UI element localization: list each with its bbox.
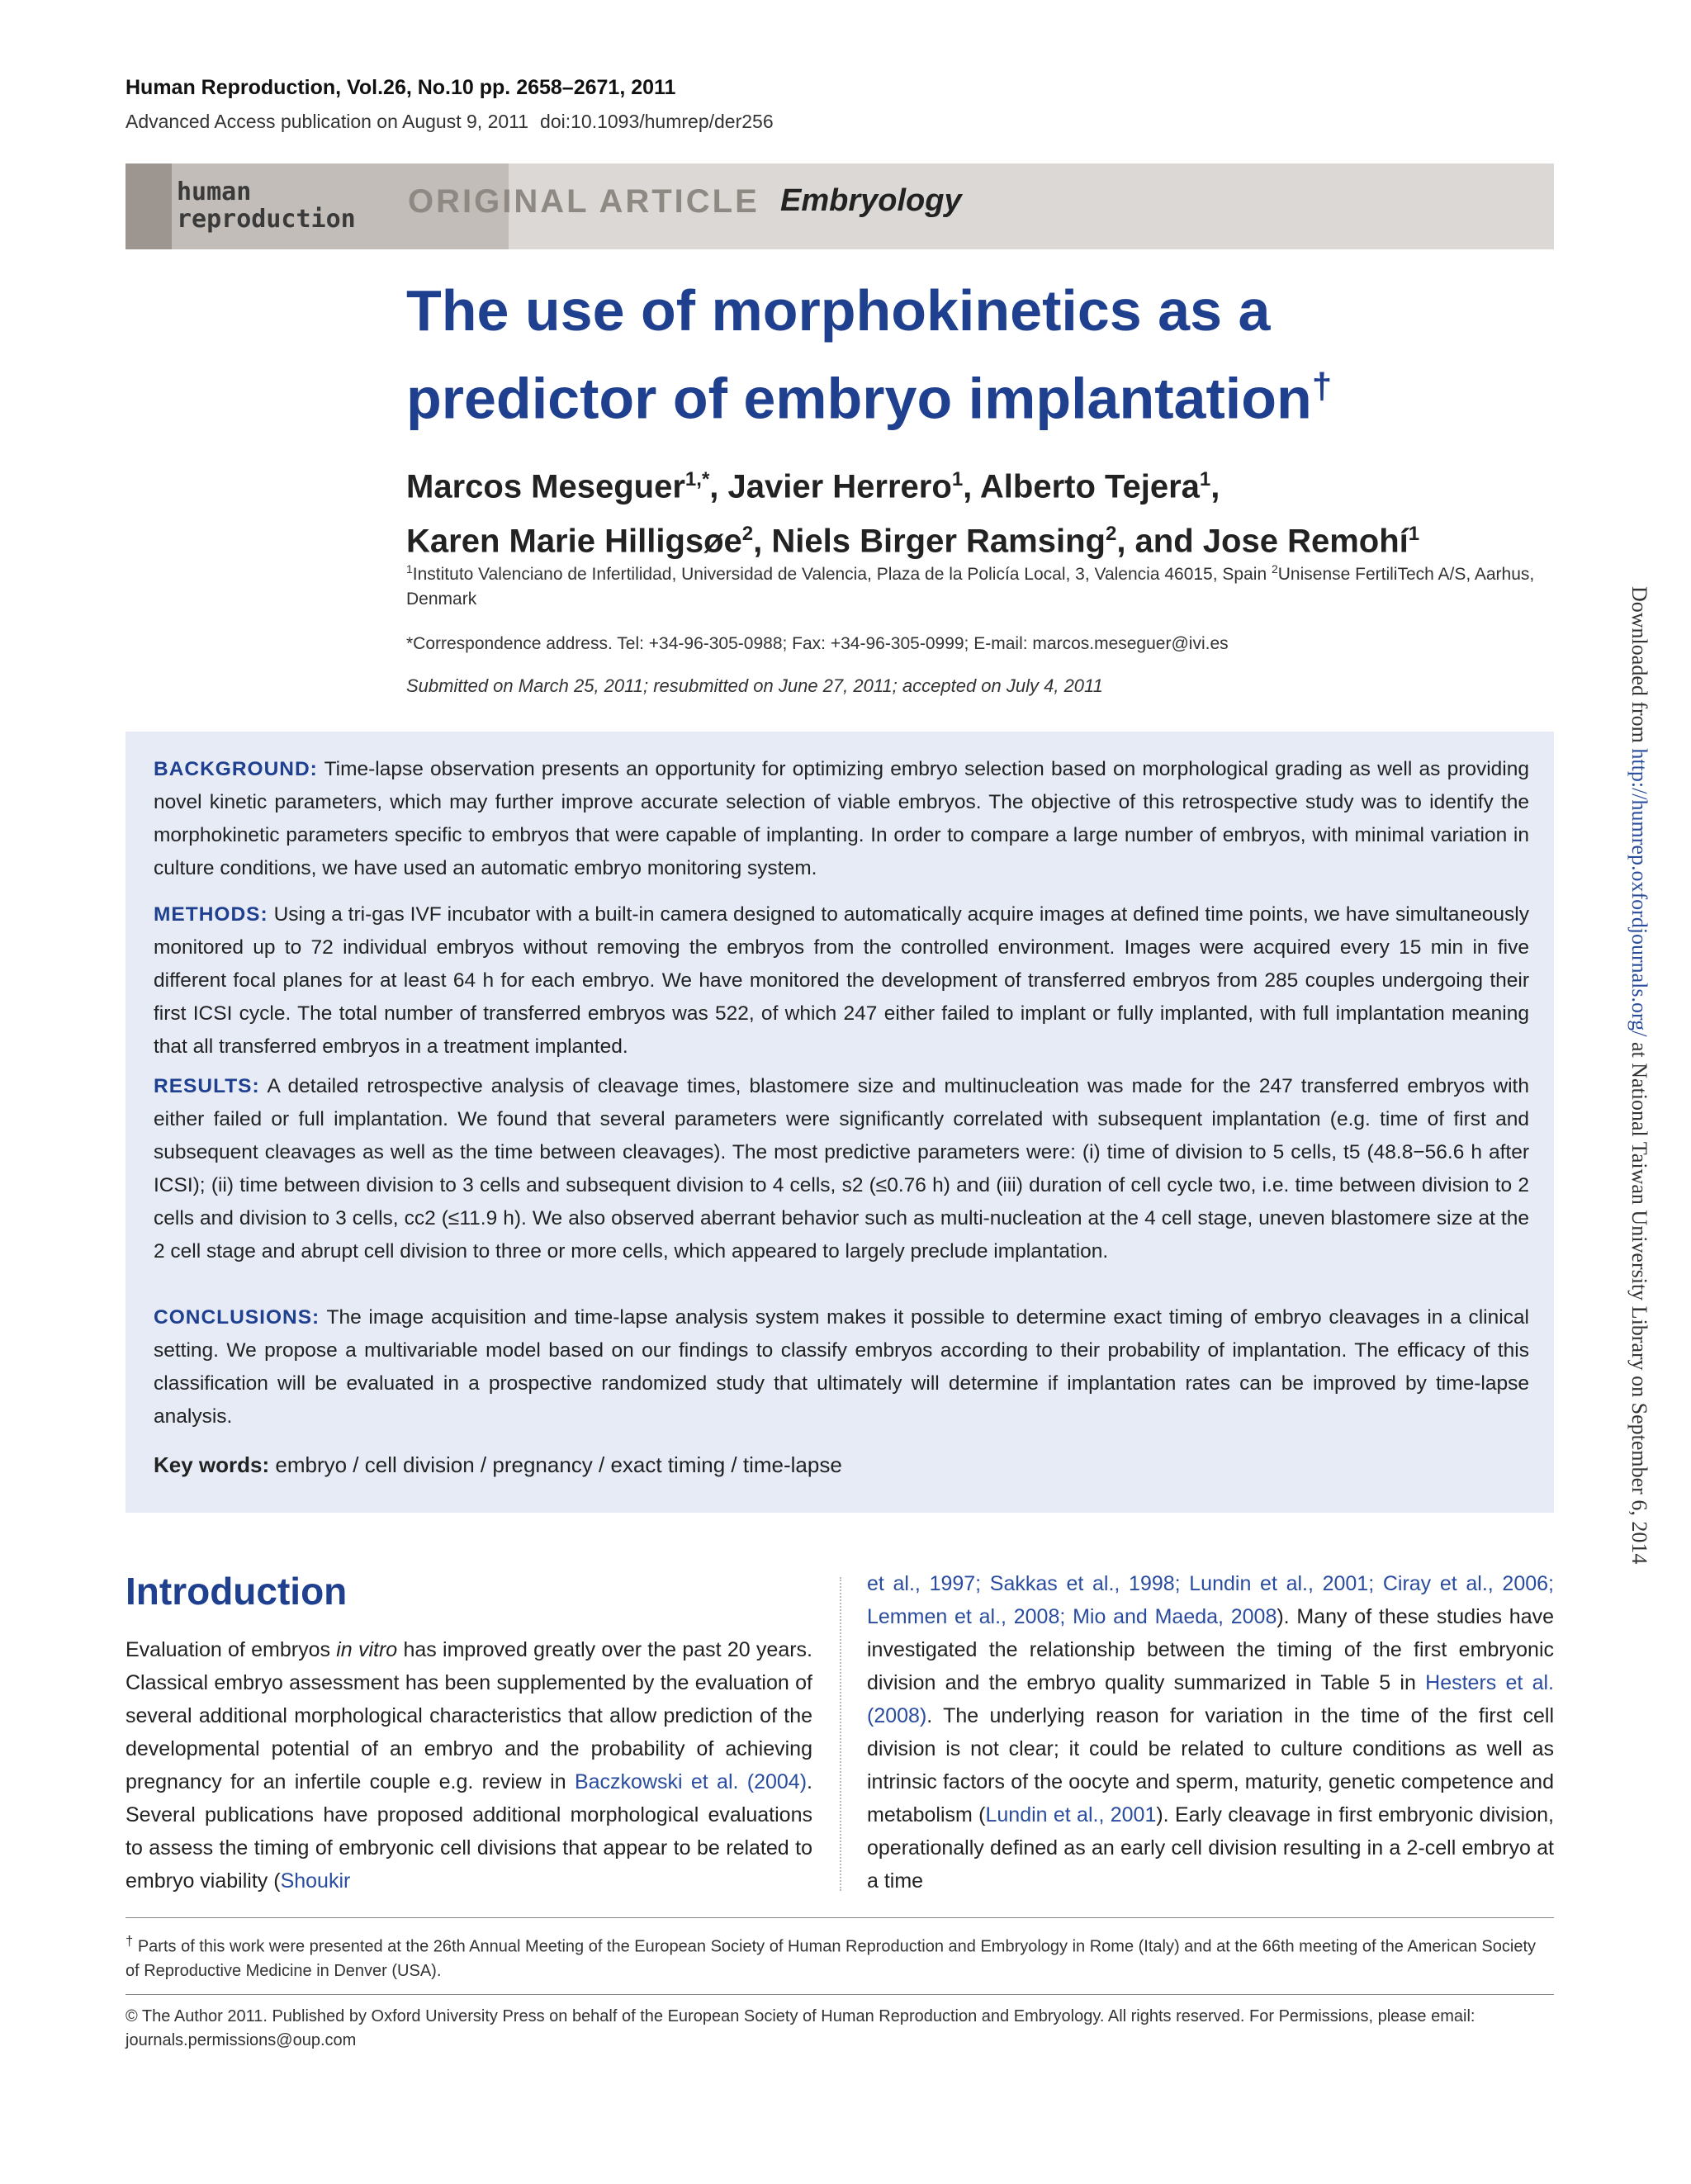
abstract-background	[154, 753, 1529, 885]
journal-logo	[177, 178, 356, 233]
author-affil-sup: 2	[1105, 523, 1117, 546]
affil-1-sup: 1	[406, 562, 413, 576]
citation-link[interactable]: Baczkowski et al. (2004)	[574, 1770, 808, 1793]
affiliations	[406, 557, 1554, 612]
citation-link[interactable]: et al., 1997; Sakkas et al., 1998; Lundin et al., 2001; Ciray et al., 2006; Lemmen et al., 2008; Mio and Maeda, 2008	[867, 1572, 1554, 1628]
author-separator: ,	[753, 523, 772, 560]
author-affil-sup: 1	[951, 468, 964, 490]
download-prefix: Downloaded from	[1627, 586, 1651, 749]
intro-text: ). Early cleavage in first embryonic division, operationally defined as an early cell division resulting in a 2-cell embryo at a time	[867, 1803, 1554, 1893]
intro-column-left	[126, 1633, 812, 1897]
correspondence-address: *Correspondence address. Tel: +34-96-305-0988; Fax: +34-96-305-0999; E-mail: marcos.meseguer@ivi.es	[406, 634, 1229, 653]
logo-line-1: human	[177, 178, 252, 206]
title-line-2	[406, 348, 1529, 436]
article-title	[406, 272, 1529, 436]
submission-dates: Submitted on March 25, 2011; resubmitted on June 27, 2011; accepted on July 4, 2011	[406, 675, 1103, 696]
citation-link[interactable]: Shoukir	[280, 1869, 351, 1893]
abstract-results	[154, 1070, 1529, 1268]
background-text: Time-lapse observation presents an opportunity for optimizing embryo selection based on morphological grading as well as providing novel kinetic parameters, which may further improve accurate selection of viable embryos. The objective of this retrospective study was to identify the morphokinetic parameters specific to embryos that were capable of implanting. In order to compare a large number of embryos, with minimal variation in culture conditions, we have used an automatic embryo monitoring system.	[154, 758, 1529, 879]
copyright-rule	[126, 1994, 1554, 1995]
author-affil-sup: 1,*	[684, 468, 710, 490]
affil-2: Unisense FertiliTech A/S, Aarhus, Denmark	[406, 565, 1535, 609]
abstract-keywords	[154, 1448, 1529, 1481]
footnote-mark: †	[126, 1933, 134, 1949]
author-separator: ,	[709, 468, 728, 505]
results-heading: RESULTS:	[154, 1075, 260, 1097]
author-affil-sup: 1	[1408, 523, 1420, 546]
download-stamp	[1627, 586, 1651, 1742]
author-separator: , and	[1116, 523, 1203, 560]
introduction-heading: Introduction	[126, 1570, 348, 1613]
logo-line-2: reproduction	[177, 205, 356, 234]
methods-text: Using a tri-gas IVF incubator with a built-in camera designed to automatically acquire images at defined time points, we have simultaneously monitored up to 72 individual embryos without removing the embryos from the controlled environment. Images were acquired every 15 min in five different focal planes for at least 64 h for each embryo. We have monitored the development of transferred embryos from 285 couples undergoing their first ICSI cycle. The total number of transferred embryos was 522, of which 247 either failed to implant or fully implanted, with full implantation meaning that all transferred embryos in a treatment implanted.	[154, 903, 1530, 1058]
intro-text: has improved greatly over the past 20 years. Classical embryo assessment has been supplemented by the evaluation of several additional morphological characteristics that allow prediction of the developmental potential of an embryo and the probability of achieving pregnancy for an infertile couple e.g. review in	[126, 1638, 812, 1793]
intro-text: ). Many of these studies have investigated the relationship between the timing of the first embryonic division and the embryo quality summarized in Table 5 in	[867, 1605, 1554, 1694]
affil-2-sup: 2	[1271, 562, 1278, 576]
title-footnote-mark[interactable]: †	[1311, 366, 1333, 406]
intro-text-italic: in vitro	[336, 1638, 398, 1661]
author-name: Karen Marie Hilligsøe	[406, 523, 742, 560]
keywords-heading: Key words:	[154, 1452, 270, 1477]
article-subcategory: Embryology	[780, 183, 962, 218]
intro-text: . The underlying reason for variation in the time of the first cell division is not clear; it could be related to culture conditions as well as intrinsic factors of the oocyte and sperm, maturity, genetic competence and metabolism (	[867, 1704, 1554, 1826]
citation-link[interactable]: Lundin et al., 2001	[985, 1803, 1157, 1826]
abstract-methods	[154, 898, 1529, 1064]
copyright-notice: © The Author 2011. Published by Oxford University Press on behalf of the European Society of Human Reproduction and Embryology. All rights reserved. For Permissions, please email: journals.permissions@oup.com	[126, 2007, 1475, 2049]
column-divider	[840, 1577, 841, 1891]
conclusions-heading: CONCLUSIONS:	[154, 1306, 320, 1329]
access-date: Advanced Access publication on August 9, 2011	[126, 111, 529, 132]
intro-text: Evaluation of embryos	[126, 1638, 337, 1661]
affil-1: Instituto Valenciano de Infertilidad, Universidad de Valencia, Plaza de la Policía Local, 3, Valencia 46015, Spain	[412, 565, 1272, 584]
intro-column-right	[867, 1567, 1554, 1897]
intro-text: . Several publications have proposed additional morphological evaluations to assess the timing of embryonic cell divisions that appear to be related to embryo viability (	[126, 1770, 812, 1893]
author-affil-sup: 1	[1199, 468, 1211, 490]
author-name: Jose Remohí	[1202, 523, 1409, 560]
access-line	[126, 111, 774, 133]
author-name: Niels Birger Ramsing	[771, 523, 1106, 560]
download-suffix: at National Taiwan University Library on September 6, 2014	[1627, 1036, 1651, 1565]
abstract-conclusions	[154, 1301, 1529, 1433]
banner-accent	[126, 163, 172, 249]
title-line-1: The use of morphokinetics as a	[406, 278, 1271, 343]
author-affil-sup: 2	[741, 523, 754, 546]
author-name: Alberto Tejera	[979, 468, 1200, 505]
citation-link[interactable]: Hesters et al. (2008)	[867, 1671, 1555, 1727]
results-text: A detailed retrospective analysis of cleavage times, blastomere size and multinucleation was made for the 247 transferred embryos with either failed or full implantation. We found that several parameters were significantly correlated with subsequent implantation (e.g. time of first and subsequent cleavages as well as the time between cleavages). The most predictive parameters were: (i) time of division to 5 cells, t5 (48.8−56.6 h after ICSI); (ii) time between division to 3 cells and subsequent division to 4 cells, s2 (≤0.76 h) and (iii) duration of cell cycle two, i.e. time between division to 2 cells and division to 3 cells, cc2 (≤11.9 h). We also observed aberrant behavior such as multi-nucleation at the 4 cell stage, uneven blastomere size at the 2 cell stage and abrupt cell division to three or more cells, which appeared to largely preclude implantation.	[154, 1075, 1529, 1263]
download-link[interactable]: http://humrep.oxfordjournals.org/	[1627, 748, 1651, 1037]
article-category: ORIGINAL ARTICLE	[408, 183, 760, 220]
author-name: Marcos Meseguer	[406, 468, 685, 505]
abstract-box	[126, 732, 1554, 1513]
journal-citation: Human Reproduction, Vol.26, No.10 pp. 2658–2671, 2011	[126, 76, 676, 99]
doi-link[interactable]: doi:10.1093/humrep/der256	[540, 111, 774, 132]
author-separator: ,	[963, 468, 980, 505]
footnote	[126, 1929, 1554, 1983]
footnote-rule	[126, 1917, 1554, 1918]
keywords-text: embryo / cell division / pregnancy / exact timing / time-lapse	[275, 1452, 842, 1477]
author-separator: ,	[1210, 468, 1220, 505]
conclusions-text: The image acquisition and time-lapse analysis system makes it possible to determine exact timing of embryo cleavages in a clinical setting. We propose a multivariable model based on our findings to classify embryos according to their probability of implantation. The efficacy of this classification will be evaluated in a prospective randomized study that ultimately will determine if implantation rates can be improved by time-lapse analysis.	[154, 1306, 1529, 1428]
background-heading: BACKGROUND:	[154, 758, 318, 780]
article-banner	[126, 163, 1554, 249]
footnote-text: Parts of this work were presented at the 26th Annual Meeting of the European Society of Human Reproduction and Embryology in Rome (Italy) and at the 66th meeting of the American Society of Reproductive Medicine in Denver (USA).	[126, 1937, 1537, 1980]
author-list	[406, 456, 1562, 566]
methods-heading: METHODS:	[154, 903, 268, 926]
author-name: Javier Herrero	[727, 468, 952, 505]
title-line-2-text: predictor of embryo implantation	[406, 366, 1312, 431]
